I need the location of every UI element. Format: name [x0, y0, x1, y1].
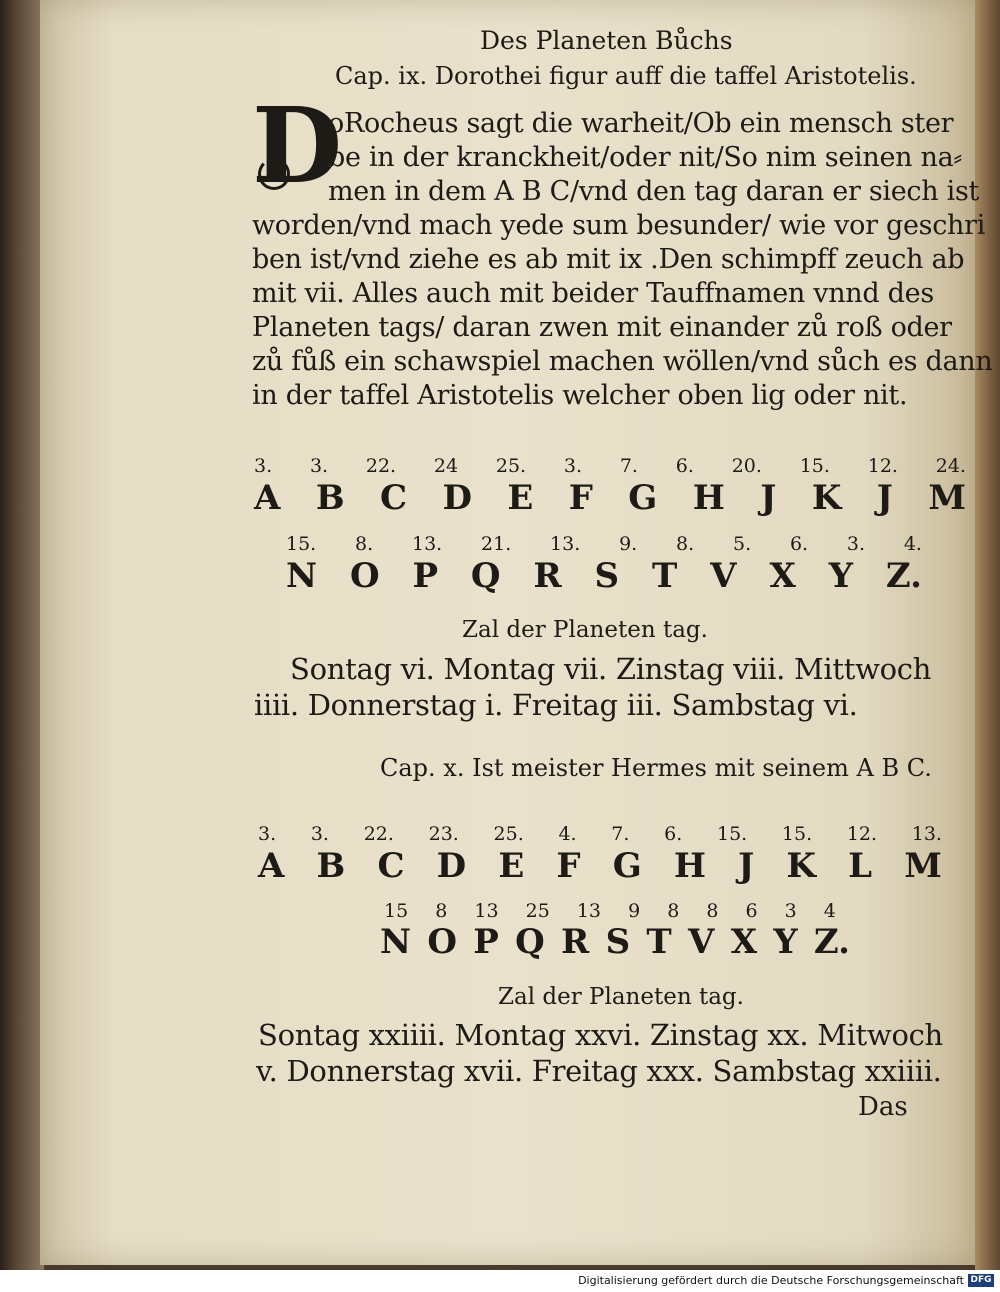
- letter-cell: N: [286, 556, 318, 596]
- value-cell: 15.: [716, 823, 748, 845]
- letter-cell: Q: [515, 922, 545, 962]
- ch10-letter-row-2: [380, 922, 850, 962]
- value-cell: 9.: [619, 533, 638, 555]
- paragraph-line: in der taffel Aristotelis welcher oben lig oder nit.: [252, 380, 908, 411]
- ch10-number-row-2: [384, 900, 836, 922]
- value-cell: 6.: [789, 533, 809, 555]
- footer-bar: [0, 1270, 1000, 1292]
- value-cell: 25.: [493, 823, 524, 845]
- value-cell: 4: [823, 900, 836, 922]
- paragraph-line: men in dem A B C/vnd den tag daran er siech ist: [328, 176, 980, 207]
- letter-cell: Y: [828, 556, 853, 596]
- letter-cell: G: [628, 478, 658, 518]
- value-cell: 6.: [664, 823, 683, 845]
- book-binding: [0, 0, 44, 1270]
- ch9-letter-row-1: [254, 478, 966, 518]
- value-cell: 3.: [309, 455, 329, 477]
- letter-cell: F: [568, 478, 593, 518]
- value-cell: 3.: [310, 823, 329, 845]
- value-cell: 6.: [675, 455, 694, 477]
- value-cell: 13.: [550, 533, 581, 555]
- ch10-letter-row-1: [258, 846, 942, 886]
- ch10-number-row-1: [258, 823, 942, 845]
- letter-cell: C: [377, 846, 405, 886]
- letter-cell: N: [380, 922, 412, 962]
- letter-cell: J: [760, 478, 777, 518]
- letter-cell: Q: [470, 556, 501, 596]
- letter-cell: S: [605, 922, 631, 962]
- value-cell: 4.: [558, 823, 577, 845]
- letter-cell: D: [436, 846, 467, 886]
- ch9-days-line-2: iiii. Donnerstag i. Freitag iii. Sambstag vi.: [254, 688, 858, 722]
- letter-cell: A: [254, 478, 281, 518]
- value-cell: 6: [745, 900, 758, 922]
- value-cell: 4.: [903, 533, 922, 555]
- letter-cell: H: [673, 846, 707, 886]
- letter-cell: K: [786, 846, 816, 886]
- letter-cell: V: [710, 556, 737, 596]
- running-head: Des Planeten Bůchs: [480, 26, 733, 55]
- value-cell: 15.: [781, 823, 813, 845]
- value-cell: 22.: [363, 823, 394, 845]
- value-cell: 23.: [428, 823, 459, 845]
- value-cell: 22.: [365, 455, 397, 477]
- dfg-logo: DFG: [968, 1274, 994, 1287]
- value-cell: 15.: [799, 455, 830, 477]
- value-cell: 8.: [676, 533, 695, 555]
- value-cell: 8: [706, 900, 719, 922]
- letter-cell: D: [442, 478, 472, 518]
- value-cell: 8.: [355, 533, 374, 555]
- letter-cell: J: [876, 478, 893, 518]
- catchword: Das: [858, 1092, 908, 1122]
- ch9-planet-label: Zal der Planeten tag.: [462, 617, 708, 643]
- letter-cell: T: [651, 556, 678, 596]
- letter-cell: Z.: [885, 556, 922, 596]
- value-cell: 3: [784, 900, 797, 922]
- value-cell: 8: [435, 900, 448, 922]
- drop-cap-initial: D: [252, 84, 343, 207]
- letter-cell: O: [349, 556, 380, 596]
- value-cell: 15: [384, 900, 409, 922]
- paragraph-line: be in der kranckheit/oder nit/So nim seinen na⸗: [328, 142, 963, 173]
- paragraph-line: oRocheus sagt die warheit/Ob ein mensch ster: [328, 108, 954, 139]
- ch9-letter-row-2: [286, 556, 922, 596]
- letter-cell: M: [904, 846, 942, 886]
- value-cell: 12.: [846, 823, 878, 845]
- paragraph-line: Planeten tags/ daran zwen mit einander zů roß oder: [252, 312, 952, 343]
- value-cell: 13: [474, 900, 499, 922]
- letter-cell: A: [258, 846, 285, 886]
- letter-cell: H: [692, 478, 725, 518]
- paragraph-line: zů fůß ein schawspiel machen wöllen/vnd sůch es dann: [252, 346, 993, 377]
- letter-cell: P: [473, 922, 499, 962]
- chapter-9-title: Cap. ix. Dorothei figur auff die taffel Aristotelis.: [335, 62, 917, 90]
- letter-cell: F: [556, 846, 581, 886]
- ch9-number-row-1: [254, 455, 966, 477]
- letter-cell: J: [738, 846, 755, 886]
- value-cell: 9: [628, 900, 641, 922]
- value-cell: 25.: [495, 455, 527, 477]
- value-cell: 5.: [732, 533, 752, 555]
- letter-cell: M: [928, 478, 966, 518]
- letter-cell: E: [498, 846, 525, 886]
- value-cell: 3.: [563, 455, 583, 477]
- value-cell: 21.: [481, 533, 512, 555]
- funding-notice: Digitalisierung gefördert durch die Deutsche Forschungsgemeinschaft: [578, 1274, 964, 1287]
- value-cell: 3.: [258, 823, 277, 845]
- letter-cell: K: [811, 478, 842, 518]
- value-cell: 24.: [935, 455, 966, 477]
- value-cell: 3.: [254, 455, 273, 477]
- value-cell: 15.: [286, 533, 317, 555]
- paragraph-line: worden/vnd mach yede sum besunder/ wie vor geschri: [252, 210, 986, 241]
- letter-cell: P: [412, 556, 439, 596]
- letter-cell: E: [507, 478, 534, 518]
- value-cell: 3.: [846, 533, 866, 555]
- letter-cell: V: [688, 922, 715, 962]
- paragraph-line: mit vii. Alles auch mit beider Tauffnamen vnnd des: [252, 278, 934, 309]
- value-cell: 24: [433, 455, 459, 477]
- value-cell: 20.: [731, 455, 762, 477]
- letter-cell: L: [848, 846, 873, 886]
- value-cell: 8: [667, 900, 680, 922]
- paragraph-line: ben ist/vnd ziehe es ab mit ix .Den schimpff zeuch ab: [252, 244, 965, 275]
- ch10-days-line-2: v. Donnerstag xvii. Freitag xxx. Sambstag xxiiii.: [256, 1054, 942, 1088]
- letter-cell: Y: [773, 922, 798, 962]
- value-cell: 13.: [911, 823, 942, 845]
- letter-cell: S: [594, 556, 620, 596]
- value-cell: 7.: [611, 823, 630, 845]
- letter-cell: G: [612, 846, 642, 886]
- letter-cell: O: [427, 922, 457, 962]
- letter-cell: X: [769, 556, 796, 596]
- value-cell: 12.: [867, 455, 898, 477]
- letter-cell: R: [533, 556, 562, 596]
- letter-cell: T: [646, 922, 672, 962]
- value-cell: 13.: [411, 533, 443, 555]
- ch10-planet-label: Zal der Planeten tag.: [498, 984, 744, 1010]
- ch9-number-row-2: [286, 533, 922, 555]
- letter-cell: C: [379, 478, 408, 518]
- ch10-days-line-1: Sontag xxiiii. Montag xxvi. Zinstag xx. Mitwoch: [258, 1018, 943, 1052]
- letter-cell: B: [315, 478, 345, 518]
- letter-cell: X: [730, 922, 758, 962]
- value-cell: 25: [525, 900, 550, 922]
- letter-cell: B: [316, 846, 346, 886]
- value-cell: 7.: [619, 455, 638, 477]
- value-cell: 13: [576, 900, 602, 922]
- letter-cell: Z.: [813, 922, 850, 962]
- chapter-10-title: Cap. x. Ist meister Hermes mit seinem A B C.: [380, 754, 932, 782]
- letter-cell: R: [561, 922, 590, 962]
- ch9-days-line-1: Sontag vi. Montag vii. Zinstag viii. Mittwoch: [290, 652, 932, 686]
